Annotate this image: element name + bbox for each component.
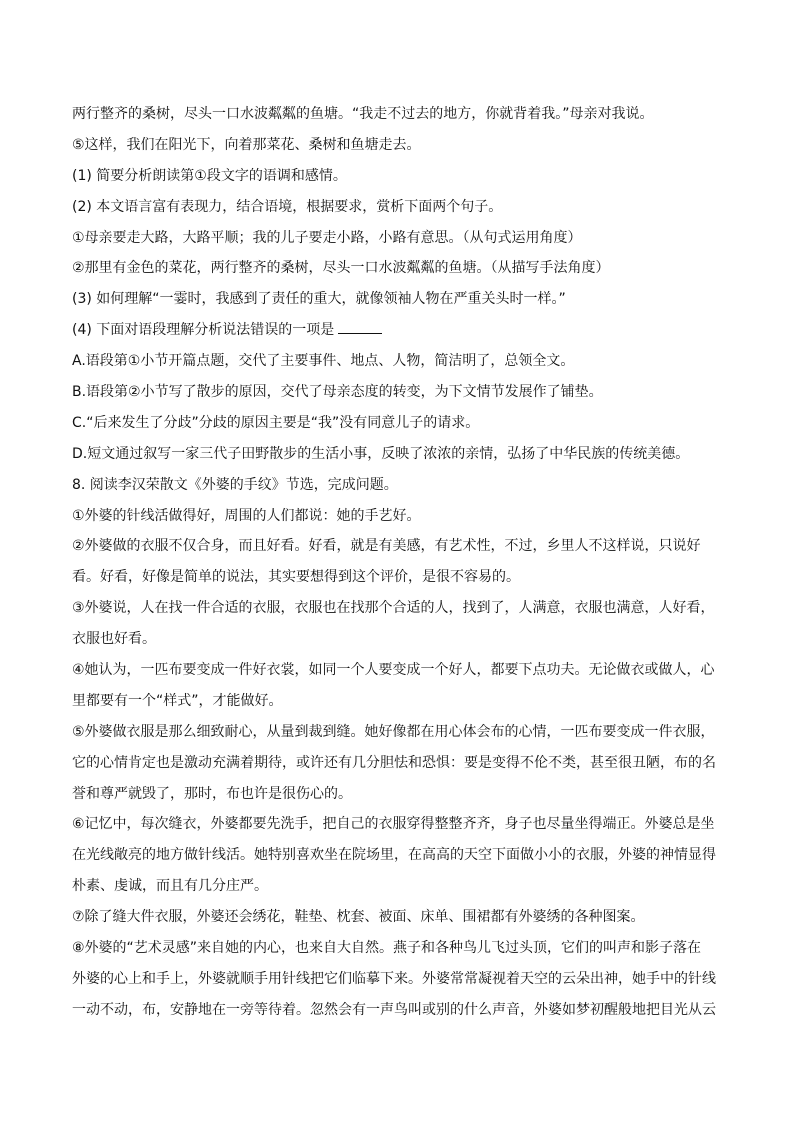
text-line: ①外婆的针线活做得好，周围的人们都说：她的手艺好。: [72, 507, 421, 524]
text-line: ①母亲要走大路，大路平顺；我的儿子要走小路，小路有意思。（从句式运用角度）: [72, 229, 582, 246]
text-line: ⑤外婆做衣服是那么细致耐心，从量到裁到缝。她好像都在用心体会布的心情，一匹布要变成一件衣服，: [72, 723, 715, 740]
text-line: ⑦除了缝大件衣服，外婆还会绣花，鞋垫、枕套、被面、床单、围裙都有外婆绣的各种图案。: [72, 909, 645, 926]
text-line: 在光线敞亮的地方做针线活。她特别喜欢坐在院场里，在高高的天空下面做小小的衣服，外婆的神情显得: [72, 847, 716, 864]
question-line-with-blank: [72, 315, 722, 346]
text-line: ③外婆说，人在找一件合适的衣服，衣服也在找那个合适的人，找到了，人满意，衣服也满意，人好看，: [72, 600, 715, 617]
text-line: 衣服也好看。: [72, 631, 156, 648]
question-text: (4) 下面对语段理解分析说法错误的一项是: [72, 322, 335, 339]
text-line: ②外婆做的衣服不仅合身，而且好看。好看，就是有美感，有艺术性，不过，乡里人不这样说，只说好: [72, 538, 701, 555]
text-line: 它的心情肯定也是激动充满着期待，或许还有几分胆怯和恐惧：要是变得不伦不类，甚至很丑陋，布的名: [72, 754, 716, 771]
option-d: D.短文通过叙写一家三代子田野散步的生活小事，反映了浓浓的亲情，弘扬了中华民族的传统美德。: [72, 445, 690, 462]
text-line: ⑤这样，我们在阳光下，向着那菜花、桑树和鱼塘走去。: [72, 136, 421, 153]
text-line: 看。好看，好像是简单的说法，其实要想得到这个评价，是很不容易的。: [72, 569, 520, 586]
document-body: [72, 99, 722, 1026]
text-line: 一动不动，布，安静地在一旁等待着。忽然会有一声鸟叫或别的什么声音，外婆如梦初醒般地把目光从云: [72, 1001, 716, 1018]
question-line: (2) 本文语言富有表现力，结合语境，根据要求，赏析下面两个句子。: [72, 198, 503, 215]
question-line: (1) 简要分析朗读第①段文字的语调和感情。: [72, 167, 347, 184]
text-line: ⑥记忆中，每次缝衣，外婆都要先洗手，把自己的衣服穿得整整齐齐，身子也尽量坐得端正。外婆总是坐: [72, 816, 715, 833]
option-c: C.“后来发生了分歧”分歧的原因主要是“我”没有同意儿子的请求。: [72, 414, 480, 431]
text-line: ②那里有金色的菜花，两行整齐的桑树，尽头一口水波粼粼的鱼塘。（从描写手法角度）: [72, 260, 610, 277]
question-line: (3) 如何理解“一霎时，我感到了责任的重大，就像领袖人物在严重关头时一样。”: [72, 291, 566, 308]
text-line: 里都要有一个“样式”，才能做好。: [72, 692, 283, 709]
option-a: A.语段第①小节开篇点题，交代了主要事件、地点、人物，简洁明了，总领全文。: [72, 353, 575, 370]
answer-blank: [338, 323, 382, 334]
text-line: 外婆的心上和手上，外婆就顺手用针线把它们临摹下来。外婆常常凝视着天空的云朵出神，她手中的针线: [72, 970, 716, 987]
text-line: 两行整齐的桑树，尽头一口水波粼粼的鱼塘。“我走不过去的地方，你就背着我。”母亲对我说。: [72, 106, 654, 122]
text-line: ④她认为，一匹布要变成一件好衣裳，如同一个人要变成一个好人，都要下点功夫。无论做衣或做人，心: [72, 662, 715, 679]
text-line: 誉和尊严就毁了，那时，布也许是很伤心的。: [72, 785, 352, 802]
question-heading: 8. 阅读李汉荣散文《外婆的手纹》节选，完成问题。: [72, 476, 398, 493]
text-line: 朴素、虔诚，而且有几分庄严。: [72, 878, 268, 895]
text-line: ⑧外婆的“艺术灵感”来自她的内心，也来自大自然。燕子和各种鸟儿飞过头顶，它们的叫声和影子落在: [72, 940, 702, 957]
option-b: B.语段第②小节写了散步的原因，交代了母亲态度的转变，为下文情节发展作了铺垫。: [72, 384, 603, 401]
